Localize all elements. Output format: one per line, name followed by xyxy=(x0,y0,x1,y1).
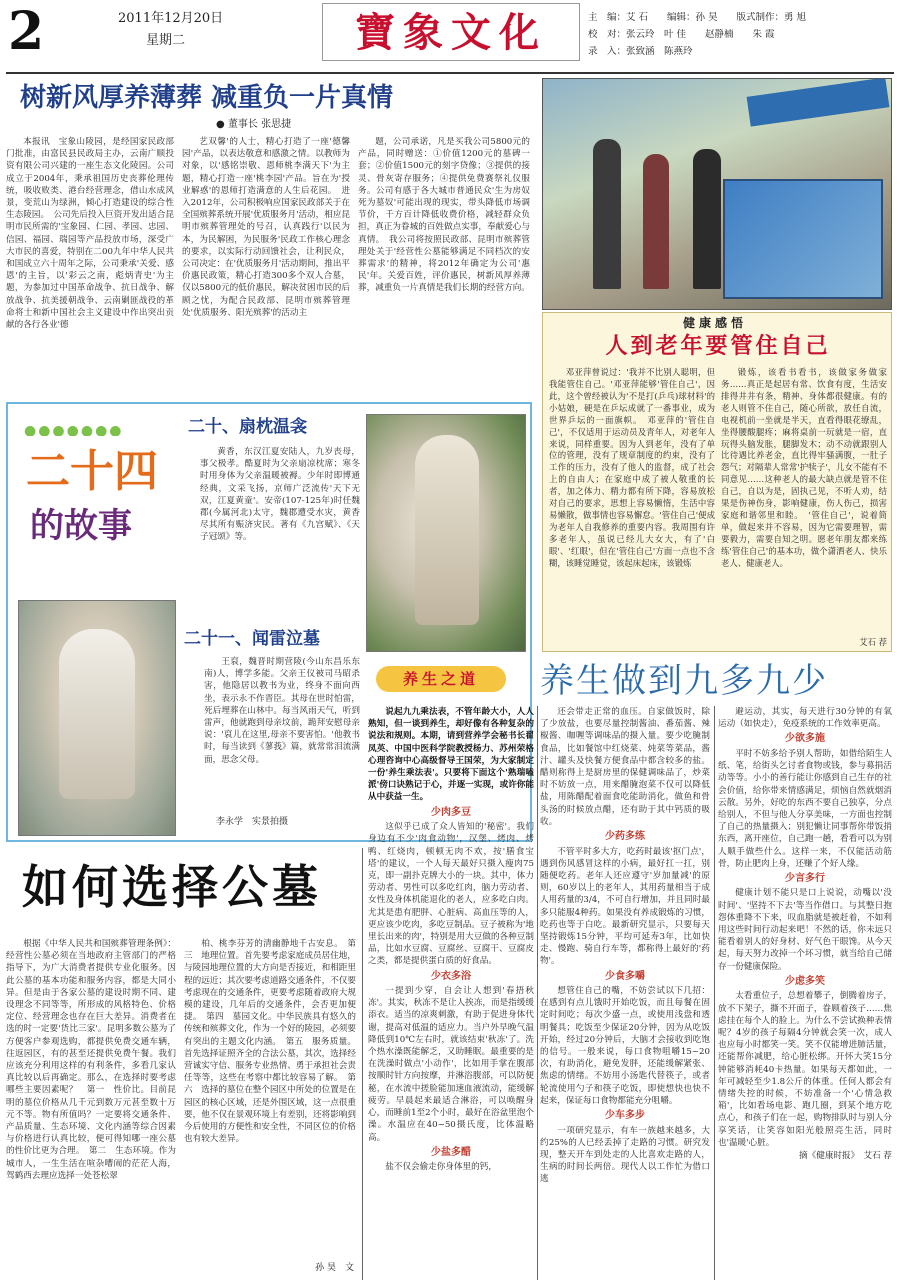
staff-line-3: 录 入：张致涵 陈燕玲 xyxy=(588,46,693,57)
story-photo-credit: 李永学 实景拍摄 xyxy=(216,817,289,827)
story20-text: 黄香，东汉江夏安陆人，九岁丧母，事父极孝。酷夏时为父亲扇凉枕席；寒冬时用身体为父亲温暖被褥。少年时即博通经典，文采飞扬，京师广泛流传'天下无双，江夏黄童'。安帝(107-125年)时任魏郡(今属河北)太守，魏郡遭受水灾，黄香尽其所有赈济灾民。著有《九宫赋》、《天子冠颂》等。 xyxy=(200,447,360,543)
wellness-s1-text: 这似乎已成了众人皆知的'秘密'。我们身边有不少'肉食动物'，汉堡、烤肉、烤鸭、红烧肉，顿顿无肉不欢，按'膳食宝塔'的建议，一个人每天最好只摄入瘦肉75克，即一副扑克牌大小的一块。其中，体力劳动者、男性可以多吃红肉，脑力劳动者、女性及身体机能退化的老人，应多吃白肉。尤其是患有肥胖、心脏病、高血压等的人，更应该少吃肉，多吃豆制品。豆子被称为'地里长出来的肉'，特别是用大豆做的各种豆制品，比如水豆腐、豆腐丝、豆腐干、豆腐皮之类，都是提供蛋白质的好食品。 xyxy=(368,822,534,967)
column-rule-1 xyxy=(362,848,363,1280)
wellness-s7-title: 少欲多施 xyxy=(785,733,825,745)
wellness-s1-title: 少肉多豆 xyxy=(431,806,471,818)
photo-person-shape-2 xyxy=(643,154,669,289)
staff-line-1: 主 编：艾 石 编辑：孙 昊 版式制作：勇 旭 xyxy=(588,12,807,23)
wellness-col-2 xyxy=(540,706,710,1280)
health-section xyxy=(542,312,892,652)
wellness-s3-continued: 还会带走正常的血压。自家做饭时，除了少放盐，也要尽量控制酱油、番茄酱、辣椒酱、咖喱等调味品的摄入量。要少吃腌制食品，比如餐馆中红烧菜、炖菜等菜品，酱汁、罐头及快餐方便食品中都含较多的盐。醋则称得上是厨房里的保健调味品了，炒菜时不妨放一点，用来醋腌泡菜不仅可以降低盐，用陈醋配着面食吃能助消化，做鱼和骨头汤的时候放点醋，还有助于其中钙质的吸收。 xyxy=(540,707,710,827)
wellness-s5-text: 想管住自己的嘴，不妨尝试以下几招：在感到有点儿饿时开始吃饭，而且每餐在固定时间吃；每次少盛一点，或使用浅盘和透明餐具；吃饭至少保证20分钟，因为从吃饭开始，经过20分钟后，大脑才会接收到吃饱的信号。一般来说，每口食物咀嚼15~20次，有助消化，避免发胖，还能缓解紧张、焦虑的情绪。不妨用小汤匙代替筷子，或者轮流使用勺子和筷子吃饭，即使想快也快不起来，保证每口食物都能充分咀嚼。 xyxy=(540,986,710,1106)
wellness-credit: 摘《健康时报》 艾石 荐 xyxy=(799,1151,892,1161)
lead-col-1: 本报讯 宝象山陵园，是经国家民政部门批准，由富民县民政局主办，云南广顺投资有限公司兴建的一座生态文化陵园。公司成立于2004年，秉承祖国历史丧葬伦理传统，吸收败类、港台经营理念，借山水成风景，变荒山为绿洲，倾心打造建设的综合性生态陵园。 公司先后投入巨资开发出适合昆明市民所需的'宝象园、仁园、孝园、忠园、信园、福园、瑞园等产品投放市场，深受广大市民的喜爱，特别在二00九年中华人民共和国成立六十周年之际，公司秉承'关爱、感恩'的主旨，以'彩云之南，彪炳青史'为主题，为参加过中国革命战争、抗日战争、解放战争、抗美援朝战争、云南剿匪战役的革命将士和新中国社会主义建设中作出突出贡献的各行各业'德 xyxy=(6,137,174,331)
wellness-s8-title: 少言多行 xyxy=(785,872,825,884)
wellness-s5-title: 少食多嚼 xyxy=(605,970,645,982)
section-title: 寶象文化 xyxy=(322,3,580,61)
cemetery-col-2: 柏、桃李芬芳的清幽静地千古安息。 第三 地理位置。首先要考虑家庭成员居住地，与陵园地理位置的大方向是否接近，和相距里程的远近；其次要考虑道路交通条件，不仅要考虑现在的交通条件，更要考虑随着政府大规模的建设，几年后的交通条件，会否更加便捷。 第四 墓园文化。中华民族具有悠久的传统和殡葬文化，作为一个好的陵园，必须要有突出的主题文化内涵。 第五 服务质量。首先选择证照齐全的合法公墓，其次，选择经营诚实守信、服务专业热情、勇于承担社会责任等等，这些在考察中都比较容易了解。 第六 选择的墓位在整个园区中所处的位置是在园区的核心区域，还是外围区域，这一点很重要，他不仅在景观环境上有差别，还将影响到今后使用的方便性和安全性，不同区位的价格也有较大差异。 xyxy=(184,939,356,1145)
column-rule-3 xyxy=(714,706,715,1280)
photo-person-shape-3 xyxy=(693,149,721,289)
story20-statue-photo xyxy=(366,414,526,652)
wellness-s6-continued: 避运动，其实，每天进行30分钟的有氧运动（如快走），免疫系统的工作效率更高。 xyxy=(718,707,892,730)
wellness-badge-text: 养生之道 xyxy=(402,670,479,688)
wellness-s3-title: 少盐多醋 xyxy=(431,1146,471,1158)
cemetery-article xyxy=(6,848,358,1280)
wellness-s4-title: 少药多练 xyxy=(605,831,645,843)
filial-banner-line2: 的故事 xyxy=(30,506,132,546)
filial-banner-line1: 二十四 xyxy=(26,446,158,497)
issue-date: 2011年12月20日 xyxy=(118,11,224,26)
health-col-2: 锻炼，该看书看书，该做家务做家务……真正是起居有常、饮食有度，生活安排得井井有条，精神、身体都很健康。有的老人则管不住自己，随心所欲，放任自流，电视机前一坐就是半天，直看得眼花缭乱，坐得腰酸腿疼；麻将桌前一玩就是一宿，直玩得头脑发胀，腿脚发木；动不动就跟别人比待遇比养老金，直比得牢骚满腹，一肚子怨气；对隔辈人常常'护犊子'，儿女不能有不同意见……这种老人的最大缺点就是管不住自己，自以为是，固执己见，不听人劝，结果是伤神伤身，影响健康，伤人伤己，损害家庭和谐邻里和睦。 '管住自己'，说着简单，做起来并不容易，因为它需要理智，需要毅力，需要自知之明。愿老年朋友都来练练'管住自己'的基本功，做个潇洒老人、快乐老人、健康老人。 xyxy=(721,367,887,568)
lead-article xyxy=(6,78,532,398)
cemetery-col-1: 根据《中华人民共和国殡葬管理条例》：经营性公墓必须在当地政府主管部门的严格指导下，为广大消费者提供专业化服务。因此公墓的基本功能和服务内容，都是大同小异。但是由于各家公墓的建设时期不同、建设理念不同等等，所形成的风格特色、价格定位、经营理念也存在巨大差异。消费者在选的时一定要'货比三家'。昆明多数公墓为了方便客户参观选购，都提供免费交通车辆，往返园区，有的甚至还提供免费午餐。我们应该充分利用这样的有利条件，多看几家认真比较以后再确定。那么，在选择时要考虑哪些主要因素呢？ 第一 性价比。目前昆明的墓位价格从几千元到数万元甚至数十万元不等。物有所值吗？一定要将交通条件、产品质量、生态环境、文化内涵等综合因素与价格进行认真比较，便可得知哪一座公墓的性价比更为合理。 第二 生态环境。作为城市人，一生生活在喧杂嘈闹的茫茫人海，驾鹤西去理应选择一处苍松翠 xyxy=(6,939,176,1181)
photo-display-board-shape xyxy=(723,179,883,299)
wellness-badge xyxy=(368,660,528,698)
issue-weekday: 星期二 xyxy=(146,33,186,48)
lead-headline: 树新风厚养薄葬 减重负一片真情 xyxy=(20,83,394,113)
filial-banner-dots: ●●●●●●● xyxy=(24,426,124,436)
photo-person-shape-1 xyxy=(593,139,621,289)
photo-banner-shape xyxy=(747,78,890,127)
wellness-s8-text: 健康计划不能只是口上说说，动嘴以'没时间'、'坚持不下去'等当作借口。与其整日抱怨体重降不下来，叹血脂就是被赶着，不如利用这些时间行动起来吧！不然的话，你未远只能看着别人的好身材、好气色干眼馋。从今天起，每天努力改掉一个坏习惯，就当给自己储存一份健康保险。 xyxy=(718,888,892,972)
wellness-s9-title: 少虑多笑 xyxy=(785,975,825,987)
wellness-s4-text: 不管平时多大方，吃药时最该'抠门点'，遇到伤风感冒这样的小病，最好扛一扛，别随便吃药。老年人还应遵守'岁加量减'的原则，60岁以上的老年人，其用药量相当于成人用药量的3/4，不可自行增加，并且同时最多只能服4种药。如果没有养成锻炼的习惯，吃药也等于白吃。最新研究显示，只要每天坚持锻炼15分钟，平均可延寿3年，比如快走、慢跑、骑自行车等，都称得上最好的'药物'。 xyxy=(540,846,710,967)
health-author: 艾石 荐 xyxy=(859,637,887,647)
wellness-headline: 养生做到九多九少 xyxy=(540,661,828,701)
wellness-col-3 xyxy=(718,706,892,1280)
wellness-s2-title: 少衣多浴 xyxy=(431,970,471,982)
health-badge: 健康感悟 xyxy=(682,316,747,330)
story21-title: 二十一、闻雷泣墓 xyxy=(184,629,320,649)
masthead xyxy=(0,0,900,74)
story21-statue-photo xyxy=(18,600,176,836)
wellness-s9-text: 太看重位子，总想着攀子，倒腾着房子，放不下架子，撕不开面子，眷顾着孩子……焦虑挂在每个人的脸上。为什么不尝试换种表情呢？4岁的孩子每隔4分钟就会笑一次，成人也应每小时都笑一笑。笑不仅能增进肺活量，还能帮你减肥，给心脏松绑。开怀大笑15分钟能够消耗40卡热量。如果每天都如此，一年可减轻至少1.8公斤的体重。任何人都会有情绪失控的时候，不妨准备一个'心情急救箱'，比如看场电影、跑几圈，到某个地方吃点心，和孩子们在一起，购物排队时与别人分享笑话，让笑容如阳光般照亮生活，同时也'温暖'心脏。 xyxy=(718,991,892,1148)
wellness-col-1 xyxy=(368,706,534,1280)
statue-figure-shape-2 xyxy=(59,629,135,799)
wellness-s6-title: 少车多步 xyxy=(605,1110,645,1122)
column-rule-2 xyxy=(537,706,538,1280)
cemetery-author: 孙 昊 文 xyxy=(315,1263,354,1273)
wellness-s3-text: 盐不仅会偷走你身体里的钙， xyxy=(385,1162,497,1173)
cemetery-promotion-photo xyxy=(542,78,892,310)
wellness-intro: 说起九九乘法表，不管年龄大小，人人熟知，但一谈到养生，却好像有各种复杂的说法和规则。本期，请到营养学会秘书长翟凤英、中国中医科学院教授杨力、苏州荣格心理咨询中心高级督导王国荣，为大家制定一份'养生乘法表'。只要将下面这个'熟瑞嗑派'傍口诀熟记于心，并逐一实现，或许你能从中获益一生。 xyxy=(368,707,534,803)
wellness-s6-text: 一项研究显示，有车一族越来越多，大约25%的人已经丢掉了走路的习惯。研究发现，整天开车到处走的人比喜欢走路的人，生病的时间长两倍。现代人以工作忙为借口逃 xyxy=(540,1125,710,1185)
lead-col-3: 题，公司承诺，凡是买我公司5800元的产品，同时赠送：①价值1200元的墓碑一套；②价值1500元的刻字贷像；③提供的接灵、骨灰寄存服务；④提供免费赛祭礼仪服务。公司有感于各大城市普通民众'生为房奴死为墓奴'可能出现的现实，带头降低市场调节价，千方百计降低收费价格，减轻群众负担，真正为眷城的百姓做点实事，奉献爱心与真情。 我公司将按照民政部、昆明市殡葬管理处关于'经营性公墓能够满足不同档次的安葬需求'的精神，将2012年确定为公司'惠民'年。关爱百姓，评价惠民，树新风厚养薄葬，减重负一片真情是我们长期的经营方向。 xyxy=(358,137,530,294)
cemetery-headline: 如何选择公墓 xyxy=(22,860,322,914)
health-headline: 人到老年要管住自己 xyxy=(605,334,831,359)
story21-text: 王裒，魏晋时期营陵(今山东昌乐东南)人，博学多能。父亲王仪被司马昭杀害，他隐居以教书为业，终身不面向西坐，表示永不作晋臣。其母在世时怕雷，死后埋葬在山林中。每当风雨天气，听到雷声，他就跑到母亲坟前，跪拜安慰母亲说：'裒儿在这里,母亲不要害怕。'他教书时，每当读到《蓼莪》篇，就常常泪流满面，思念父母。 xyxy=(204,657,360,765)
lead-byline: ● 董事长 张思捷 xyxy=(216,119,292,130)
wellness-s7-text: 平时不妨多给予别人帮助，如借给陌生人纸、笔，给街头乞讨者食物或钱，参与募捐活动等等。小小的善行能让你感到自己生存的社会价值，给你带来情感满足，烦恼自然就烟消云散。另外，好吃的东西不要自己独享，分点给别人，不但与他人分享美味，一方面也控制了自己的热量摄入；别犯懒让同事帮你带饭捎东西，离开座位，自己跑一趟，看看可以为别人顺手做些什么。这样一来，不仅能活动筋骨，防止肥肉上身，还赚了个好人缘。 xyxy=(718,748,892,869)
lead-col-2: 艺双馨'的人士，精心打造了一座'德馨园'产品，以表达敬意和感激之情。以教师为对象，以'感铭崇敬、恩师桃李满天下'为主题，精心打造一座'桃李园'产品。旨在为'授业解惑'的恩师打造满意的人生后花园。 进入2012年，公司积极响应国家民政部关于在全国殡葬系统开展'优质服务月'活动，相应昆明市殡葬管理处的号召，认真践行'以民为本，为民解困，为民服务'民政工作核心理念的要求，以实际行动回馈社会，让利民众，公司决定：在'优质服务月'活动期间，推出平价惠民政策，精心打造300多个双人合墓，仅以5800元的低价惠民，解决贫困市民的后顾之忧，为配合民政部、昆明市殡葬管理处'优质服务、阳光殡葬'的活动主 xyxy=(182,137,350,318)
masthead-rule xyxy=(6,72,894,74)
page-number: 2 xyxy=(8,4,45,60)
health-col-1: 邓亚萍曾说过：'我并不比别人聪明，但我能管住自己。'邓亚萍能够'管住自己'，因此，这个曾经被认为'不是打(乒乓)球材料'的小姑娘，硬是在乒坛成就了一番事业，成为世界乒坛的一面旗帜。 邓亚萍的'管住自己'，不仅适用于运动员及青年人，对老年人来说，同样重要。因为人到老年，没有了单位的管理，没有了规章制度的约束，没有了工作的压力，没有了他人的监督，成了社会上的自由人；在家庭中成了被人敬重的长者，加之体力、精力都有所下降，容易放松对自己的要求，思想上容易懒惰，生活中容易懒散，做事情也容易懈怠。'管住自己'便成为老年人自我修养的重要内容。我周围有许多老年人，虽说已经儿大女大，有了'白眼'、'红眼'，但在'管住自己'方面一点也不含糊，该睡觉睡觉，该起床起床，该锻炼 xyxy=(549,367,715,568)
story20-title: 二十、扇枕温衾 xyxy=(188,417,307,437)
staff-line-2: 校 对：张云玲 叶 佳 赵静楠 朱 霞 xyxy=(588,29,775,40)
statue-figure-shape xyxy=(415,435,479,625)
wellness-s2-text: 一提到少穿，自会让人想到'春捂秋冻'。其实，秋冻不是让人挨冻，而是指缓缓添衣。适当的凉爽刺激，有助于促进身体代谢，提高对低温的适应力。当户外早晚气温降低到10℃左右时，就该结束'秋冻'了。洗个热水澡既能解乏，又助睡眠。最重要的是在洗澡时做点'小动作'，比如用手掌在腹部按顺时针方向按摩，并淋浴腹部，可以防便秘，在水流中搓脸能加速血液流动，能缓解疲劳。早晨起来最适合淋浴，可以唤醒身心，而睡前1至2个小时，最好在浴盆里泡个澡。水温应在40~50摄氏度，比体温略高。 xyxy=(368,986,534,1143)
